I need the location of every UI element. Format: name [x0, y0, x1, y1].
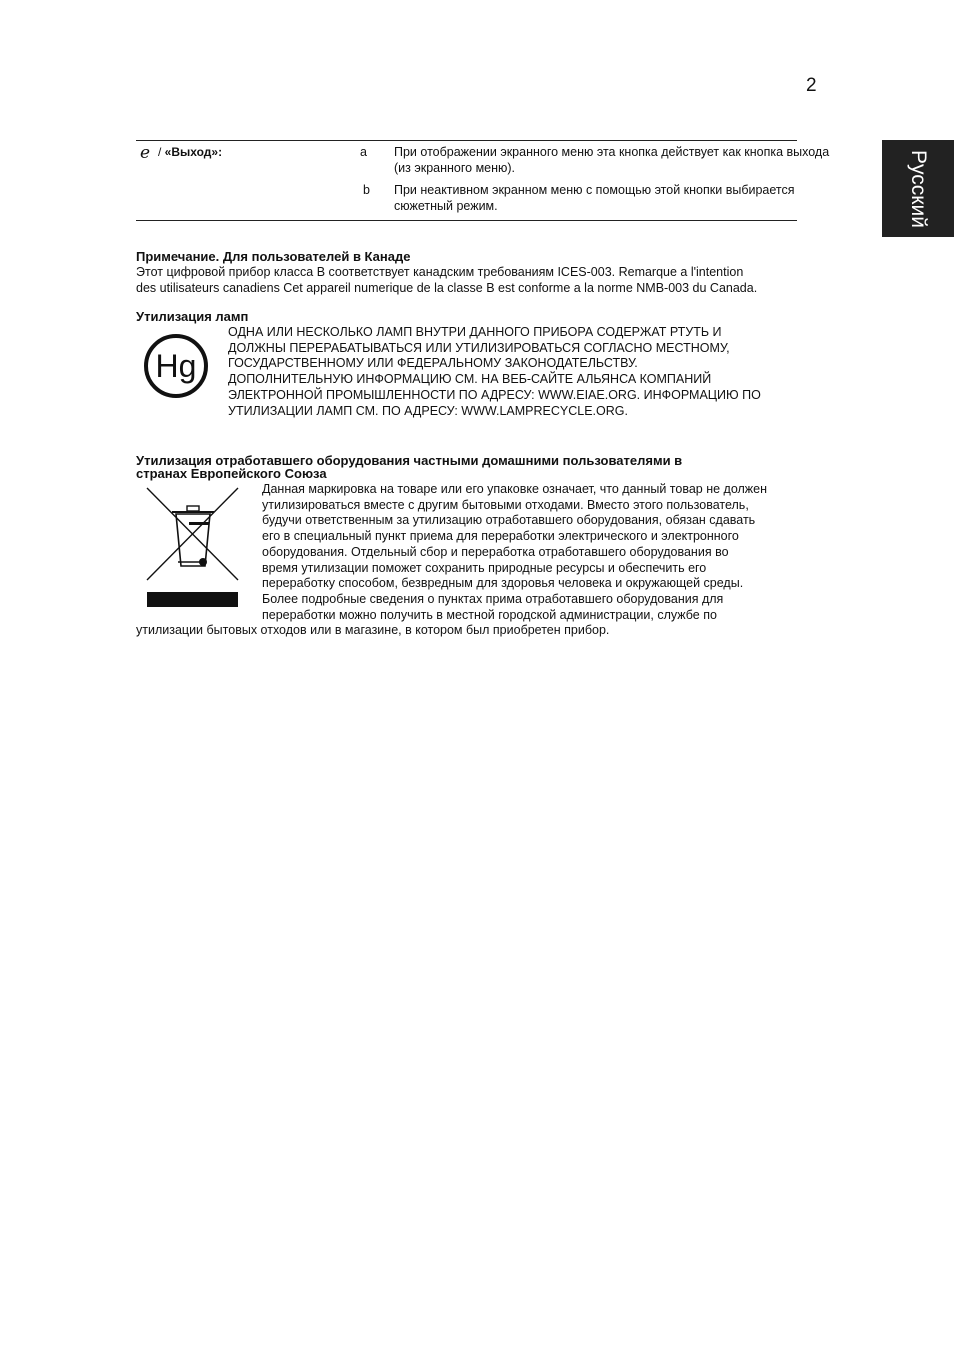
- text-line: Данная маркировка на товаре или его упаковке означает, что данный товар не должен: [262, 482, 768, 496]
- canada-note-body: [136, 265, 757, 296]
- text-line: Более подробные сведения о пунктах прима отработавшего оборудования для: [262, 591, 724, 606]
- text-line: ДОПОЛНИТЕЛЬНУЮ ИНФОРМАЦИЮ СМ. НА ВЕБ-САЙТЕ АЛЬЯНСА КОМПАНИЙ: [228, 372, 712, 387]
- language-tab-label: Русский: [907, 149, 930, 228]
- text-line: des utilisateurs canadiens Cet appareil numerique de la classe B est conforme a la norme NMB-003 du Canada.: [136, 280, 758, 295]
- text-line: ГОСУДАРСТВЕННОМУ ИЛИ ФЕДЕРАЛЬНОМУ ЗАКОНОДАТЕЛЬСТВУ.: [228, 356, 638, 371]
- canada-note-heading: Примечание. Для пользователей в Канаде: [136, 249, 411, 264]
- text-line: переработку способом, безвредным для здоровья человека и окружающей среды.: [262, 576, 744, 591]
- lamp-disposal-heading: Утилизация ламп: [136, 309, 249, 324]
- table-top-rule: [136, 140, 797, 141]
- row-text-b: При неактивном экранном меню с помощью этой кнопки выбирается сюжетный режим.: [394, 183, 795, 213]
- weee-body-wrapped: [262, 482, 767, 623]
- exit-button-label: / «Выход»:: [158, 145, 223, 159]
- exit-label-text: «Выход»:: [164, 145, 223, 159]
- crossed-out-bin-icon: [145, 486, 240, 608]
- text-line: ДОЛЖНЫ ПЕРЕРАБАТЫВАТЬСЯ ИЛИ УТИЛИЗИРОВАТЬСЯ СОГЛАСНО МЕСТНОМУ,: [228, 340, 730, 355]
- weee-heading-line: странах Европейского Союза: [136, 466, 327, 481]
- row-key-b: b: [363, 183, 370, 197]
- weee-body-last-line: утилизации бытовых отходов или в магазине, в котором был приобретен прибор.: [136, 623, 610, 637]
- text-line: оборудования. Отдельный сбор и переработка отработавшего оборудования во: [262, 544, 729, 559]
- text-line: ОДНА ИЛИ НЕСКОЛЬКО ЛАМП ВНУТРИ ДАННОГО ПРИБОРА СОДЕРЖАТ РТУТЬ И: [228, 325, 722, 339]
- text-line: Этот цифровой прибор класса B соответствует канадским требованиям ICES-003. Remarque a l'intention: [136, 265, 744, 279]
- text-line: утилизироваться вместе с другим бытовыми отходами. Вместо этого пользователь,: [262, 497, 749, 512]
- hg-icon-text: Hg: [155, 348, 197, 384]
- text-line: УТИЛИЗАЦИИ ЛАМП СМ. ПО АДРЕСУ: WWW.LAMPRECYCLE.ORG.: [228, 403, 628, 418]
- text-line: переработки можно получить в местной городской администрации, службе по: [262, 607, 717, 622]
- language-tab: [882, 140, 954, 237]
- exit-e-icon: e: [140, 143, 151, 163]
- row-key-a: a: [360, 145, 367, 159]
- lamp-disposal-body: [228, 325, 761, 419]
- weee-heading-line: Утилизация отработавшего оборудования частными домашними пользователями в: [136, 453, 683, 468]
- hg-mercury-icon: [143, 333, 209, 399]
- text-line: время утилизации поможет сохранить природные ресурсы и обеспечить его: [262, 560, 707, 575]
- text-line: ЭЛЕКТРОННОЙ ПРОМЫШЛЕННОСТИ ПО АДРЕСУ: WWW.EIAE.ORG. ИНФОРМАЦИЮ ПО: [228, 387, 761, 402]
- page-number: 2: [806, 75, 817, 96]
- text-line: его в специальный пункт приема для переработки электрического и электронного: [262, 529, 739, 544]
- text-line: будучи ответственным за утилизацию отработавшего оборудования, обязан сдавать: [262, 513, 756, 528]
- weee-heading: [136, 455, 682, 479]
- table-bottom-rule: [136, 220, 797, 221]
- row-text-a: При отображении экранного меню эта кнопка действует как кнопка выхода (из экранного меню).: [394, 145, 830, 175]
